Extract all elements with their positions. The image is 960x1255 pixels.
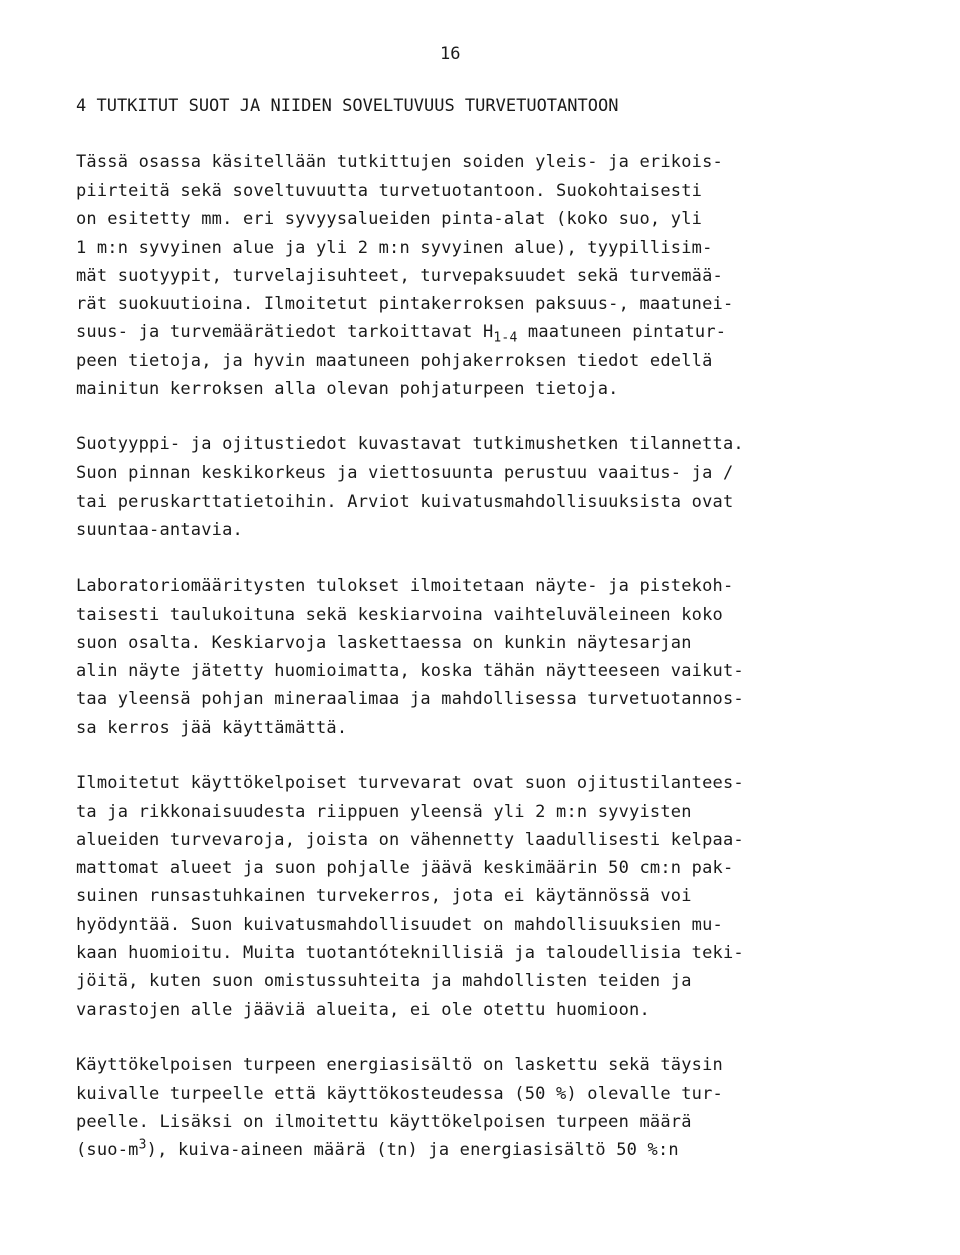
page-number: 16	[440, 44, 461, 64]
subscript: 1-4	[493, 330, 518, 346]
text-line: suinen runsastuhkainen turvekerros, jota ei käytännössä voi	[76, 886, 692, 906]
text-line: alin näyte jätetty huomioimatta, koska tähän näytteeseen vaikut-	[76, 661, 744, 681]
text-line: tai peruskarttatietoihin. Arviot kuivatusmahdollisuuksista ovat	[76, 492, 734, 512]
text-line: taa yleensä pohjan mineraalimaa ja mahdollisessa turvetuotannos-	[76, 689, 744, 709]
text-line: Suon pinnan keskikorkeus ja viettosuunta perustuu vaaitus- ja /	[76, 463, 734, 483]
text-segment: ), kuiva-aineen määrä (tn) ja energiasisältö 50 %:n	[146, 1140, 679, 1160]
text-line: piirteitä sekä soveltuvuutta turvetuotantoon. Suokohtaisesti	[76, 181, 703, 201]
text-line: mainitun kerroksen alla olevan pohjaturpeen tietoja.	[76, 379, 619, 399]
text-line: kaan huomioitu. Muita tuotantóteknillisiä ja taloudellisia teki-	[76, 943, 744, 963]
text-line: Suotyyppi- ja ojitustiedot kuvastavat tutkimushetken tilannetta.	[76, 434, 744, 454]
text-segment: suus- ja turvemäärätiedot tarkoittavat H	[76, 322, 494, 342]
text-line: Käyttökelpoisen turpeen energiasisältö on laskettu sekä täysin	[76, 1055, 723, 1075]
text-line: suon osalta. Keskiarvoja laskettaessa on kunkin näytesarjan	[76, 633, 692, 653]
text-line: hyödyntää. Suon kuivatusmahdollisuudet on mahdollisuuksien mu-	[76, 915, 723, 935]
text-line: suuntaa-antavia.	[76, 520, 243, 540]
text-line: on esitetty mm. eri syvyysalueiden pinta-alat (koko suo, yli	[76, 209, 703, 229]
text-line-with-superscript	[76, 1137, 679, 1160]
text-line: varastojen alle jääviä alueita, ei ole otettu huomioon.	[76, 1000, 650, 1020]
text-line: peen tietoja, ja hyvin maatuneen pohjakerroksen tiedot edellä	[76, 351, 713, 371]
text-line: mattomat alueet ja suon pohjalle jäävä keskimäärin 50 cm:n pak-	[76, 858, 734, 878]
text-line: jöitä, kuten suon omistussuhteita ja mahdollisten teiden ja	[76, 971, 692, 991]
text-line: ta ja rikkonaisuudesta riippuen yleensä yli 2 m:n syvyisten	[76, 802, 692, 822]
text-line: peelle. Lisäksi on ilmoitettu käyttökelpoisen turpeen määrä	[76, 1112, 692, 1132]
text-segment: maatuneen pintatur-	[517, 322, 727, 342]
text-line: sa kerros jää käyttämättä.	[76, 718, 348, 738]
text-segment: (suo-m	[76, 1140, 139, 1160]
text-line: alueiden turvevaroja, joista on vähennetty laadullisesti kelpaa-	[76, 830, 744, 850]
text-line: mät suotyypit, turvelajisuhteet, turvepaksuudet sekä turvemää-	[76, 266, 723, 286]
text-line: kuivalle turpeelle että käyttökosteudessa (50 %) olevalle tur-	[76, 1084, 723, 1104]
text-line: Ilmoitetut käyttökelpoiset turvevarat ovat suon ojitustilantees-	[76, 773, 744, 793]
superscript: 3	[138, 1137, 147, 1153]
text-line: 1 m:n syvyinen alue ja yli 2 m:n syvyinen alue), tyypillisim-	[76, 238, 713, 258]
text-line: taisesti taulukoituna sekä keskiarvoina vaihteluväleineen koko	[76, 605, 723, 625]
text-line: Laboratoriomääritysten tulokset ilmoitetaan näyte- ja pistekoh-	[76, 576, 734, 596]
section-heading: 4 TUTKITUT SUOT JA NIIDEN SOVELTUVUUS TURVETUOTANTOON	[76, 96, 619, 116]
text-line-with-subscript	[76, 322, 727, 346]
text-line: Tässä osassa käsitellään tutkittujen soiden yleis- ja erikois-	[76, 152, 723, 172]
text-line: rät suokuutioina. Ilmoitetut pintakerroksen paksuus-, maatunei-	[76, 294, 734, 314]
